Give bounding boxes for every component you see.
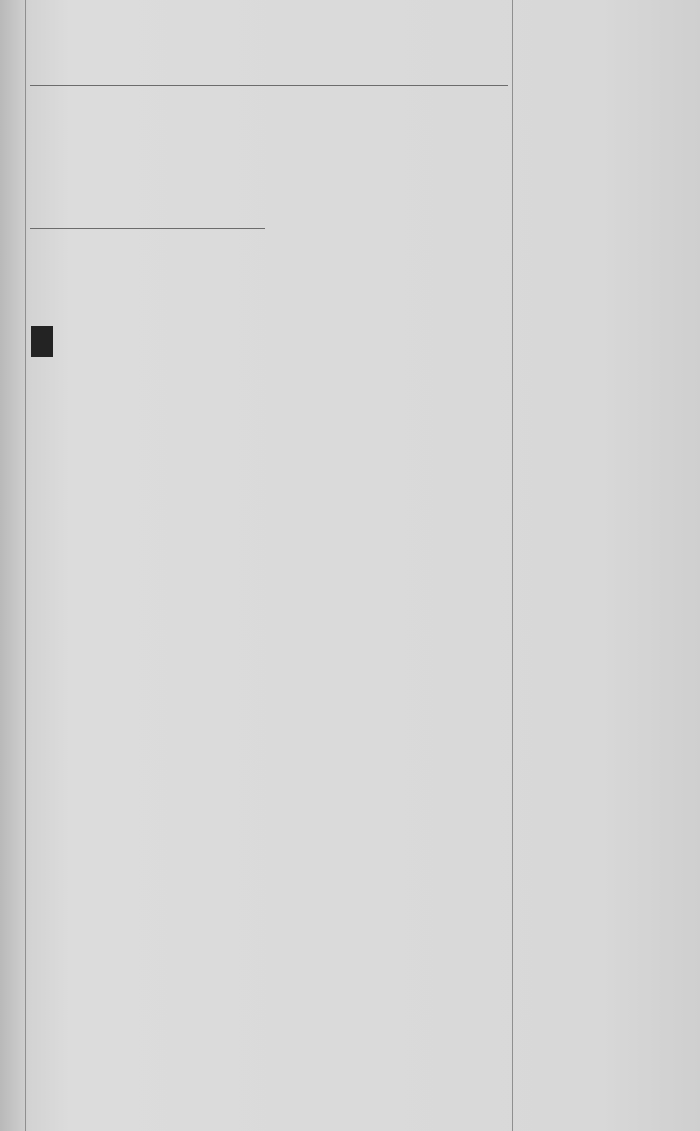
column-rule <box>30 228 265 229</box>
left-page-edge <box>25 0 26 1131</box>
drop-cap <box>31 326 53 357</box>
header-rule <box>30 85 508 86</box>
right-page-edge <box>512 0 513 1131</box>
